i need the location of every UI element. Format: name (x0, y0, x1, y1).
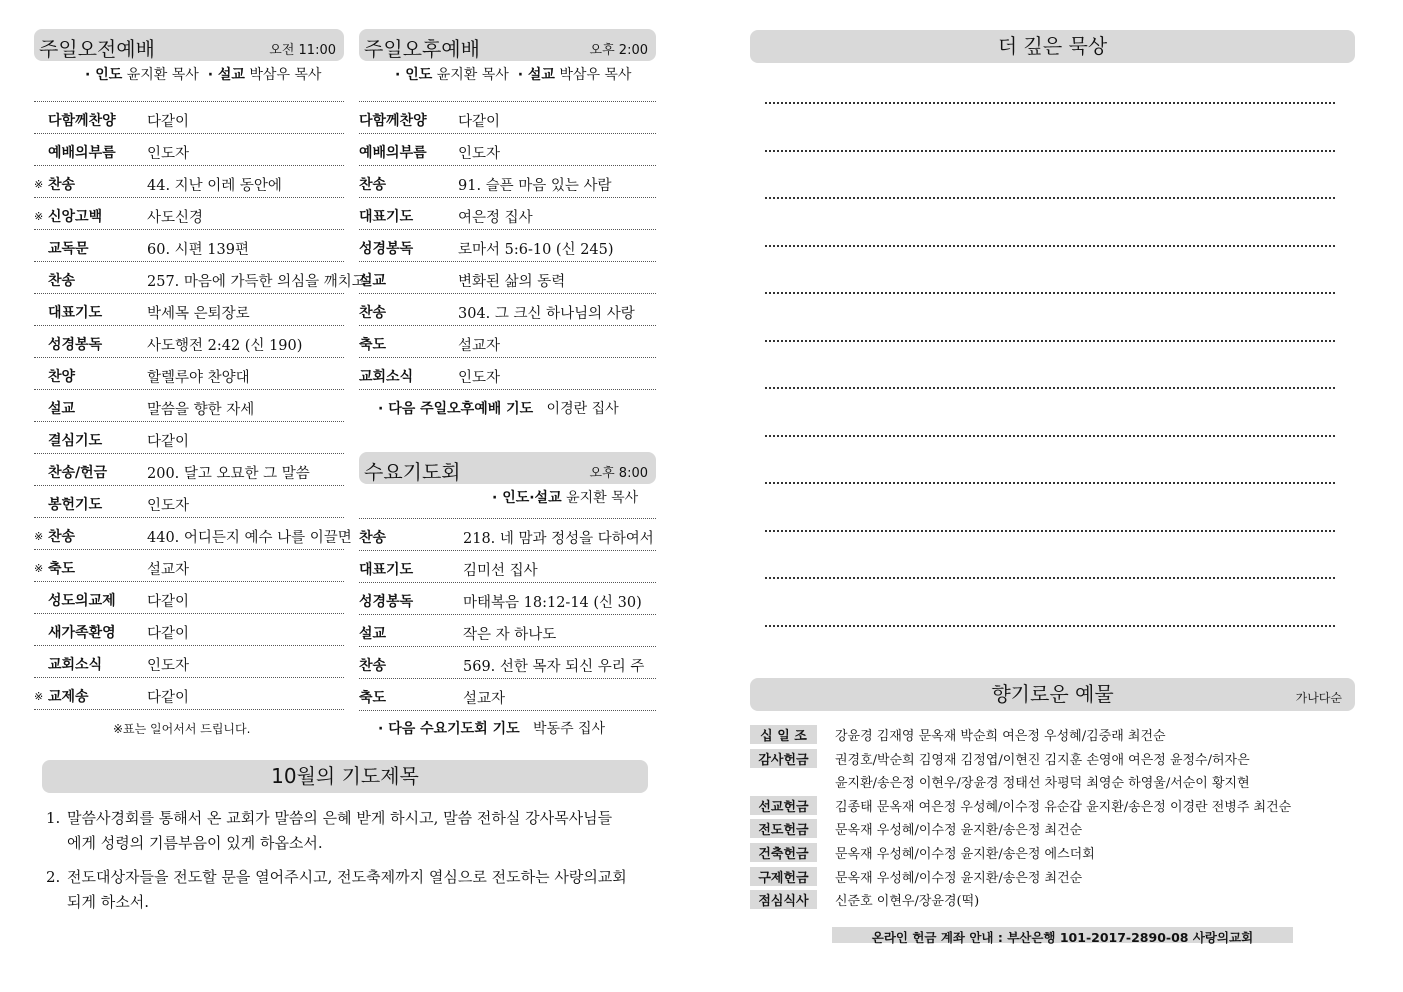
order-row (34, 678, 344, 710)
order-row (34, 454, 344, 486)
order-label-group (34, 558, 124, 578)
order-label: 예배의부름 (359, 145, 427, 161)
order-row (34, 518, 352, 550)
prayer-num: 1. (46, 809, 61, 827)
order-label: 성도의교제 (48, 593, 116, 609)
order-row (359, 134, 656, 166)
order-label: 찬송 (48, 177, 76, 193)
order-row (359, 583, 656, 615)
leader-name: 윤지환 목사 (126, 67, 199, 83)
order-row (359, 166, 656, 198)
preacher-name: 박삼우 목사 (249, 67, 322, 83)
leader-label: · 인도 (85, 67, 123, 83)
offering-category: 건축헌금 (750, 843, 817, 862)
account-text: 온라인 헌금 계좌 안내 : 부산은행 101-2017-2890-08 사랑의교회 (871, 930, 1254, 945)
standing-footnote: ※표는 일어서서 드립니다. (113, 722, 251, 736)
order-row (34, 358, 344, 390)
order-row (359, 358, 656, 390)
prayer-num: 2. (46, 868, 61, 886)
order-label-group (34, 174, 124, 194)
order-label: 교회소식 (48, 657, 103, 673)
order-row (34, 486, 344, 518)
prayer-line: 에게 성령의 기름부음이 있게 하옵소서. (67, 834, 323, 852)
offering-row (750, 890, 979, 909)
order-label: 설교 (48, 401, 76, 417)
order-label-group (359, 302, 429, 322)
order-value: 사도행전 2:42 (신 190) (147, 338, 303, 354)
wednesday-header (359, 452, 656, 484)
order-value: 다같이 (147, 690, 190, 706)
order-label-group (359, 366, 429, 386)
order-label-group (359, 174, 429, 194)
offering-category: 선교헌금 (750, 796, 817, 815)
order-label: 축도 (359, 337, 387, 353)
order-label: 교회소식 (359, 369, 414, 385)
writing-line (765, 292, 1335, 294)
order-label: 찬송 (48, 529, 76, 545)
order-label-group (359, 238, 429, 258)
order-row (359, 519, 656, 551)
order-label: 찬송 (359, 658, 387, 674)
standing-mark: ※ (34, 561, 44, 575)
offering-names: 권경호/박순희 김영재 김정엽/이현진 김지훈 손영애 여은정 윤정수/허자은 (835, 752, 1250, 768)
order-label-group (359, 591, 432, 611)
order-label-group (359, 110, 429, 130)
order-label: 대표기도 (48, 305, 103, 321)
afternoon-header (359, 29, 656, 61)
order-label: 찬송/헌금 (48, 465, 108, 481)
order-value: 설교자 (463, 691, 506, 707)
order-value: 작은 자 하나도 (463, 627, 557, 643)
writing-line (765, 340, 1335, 342)
order-value: 인도자 (458, 370, 501, 386)
offering-names: 문옥재 우성혜/이수정 윤지환/송은정 최건순 (835, 870, 1083, 886)
morning-header (34, 29, 344, 61)
order-label: 신앙고백 (48, 209, 103, 225)
order-value: 다같이 (147, 434, 190, 450)
order-label: 찬송 (359, 305, 387, 321)
wednesday-title: 수요기도회 (364, 460, 461, 484)
order-row (359, 102, 656, 134)
writing-line (765, 577, 1335, 579)
order-label: 교독문 (48, 241, 89, 257)
order-value: 200. 달고 오묘한 그 말씀 (147, 466, 310, 482)
order-label: 봉헌기도 (48, 497, 103, 513)
order-value: 박세목 은퇴장로 (147, 306, 250, 322)
prayer-header (42, 760, 648, 793)
order-label-group (34, 302, 124, 322)
morning-time: 오전 11:00 (269, 43, 336, 58)
writing-line (765, 150, 1335, 152)
preacher-label: · 설교 (517, 67, 555, 83)
order-value: 다같이 (147, 114, 190, 130)
meditation-header (750, 30, 1355, 63)
offering-names: 신준호 이현우/장윤경(떡) (835, 894, 980, 910)
offering-row (750, 772, 1250, 791)
order-label-group (34, 270, 124, 290)
order-value: 인도자 (147, 498, 190, 514)
order-label-group (34, 622, 124, 642)
order-label: 새가족환영 (48, 625, 116, 641)
order-label: 예배의부름 (48, 145, 116, 161)
offering-row (750, 749, 1250, 768)
order-label: 다함께찬양 (359, 113, 427, 129)
offering-category: 구제헌금 (750, 867, 817, 886)
offering-title: 향기로운 예물 (991, 682, 1114, 706)
afternoon-time: 오후 2:00 (589, 43, 648, 58)
order-row (359, 551, 656, 583)
order-value: 설교자 (458, 338, 501, 354)
order-value: 257. 마음에 가득한 의심을 깨치고 (147, 274, 366, 290)
order-value: 60. 시편 139편 (147, 242, 249, 258)
afternoon-officiants (395, 64, 631, 84)
standing-mark: ※ (34, 689, 44, 703)
offering-names: 문옥재 우성혜/이수정 윤지환/송은정 최건순 (835, 823, 1083, 839)
order-value: 91. 슬픈 마음 있는 사람 (458, 178, 612, 194)
offering-order: 가나다순 (1295, 691, 1342, 705)
order-label: 대표기도 (359, 209, 414, 225)
order-label: 성경봉독 (48, 337, 103, 353)
writing-line (765, 435, 1335, 437)
offering-header (750, 678, 1355, 711)
prayer-line: 되게 하소서. (67, 893, 149, 911)
order-value: 설교자 (147, 562, 190, 578)
order-label-group (359, 623, 432, 643)
offering-names: 윤지환/송은정 이현우/장윤경 정태선 차평덕 최영순 하영울/서순이 황지현 (835, 776, 1250, 792)
order-row (34, 294, 344, 326)
order-row (359, 679, 656, 711)
prayer-title: 10월의 기도제목 (271, 764, 419, 788)
order-row (34, 614, 344, 646)
order-label: 축도 (359, 690, 387, 706)
offering-names: 문옥재 우성혜/이수정 윤지환/송은정 에스더회 (835, 847, 1095, 862)
preacher-label: · 설교 (207, 67, 245, 83)
next-prayer-label: · 다음 수요기도회 기도 (378, 721, 520, 737)
order-value: 말씀을 향한 자세 (147, 402, 255, 418)
order-value: 마태복음 18:12-14 (신 30) (463, 595, 642, 611)
order-label-group (34, 526, 124, 546)
order-value: 569. 선한 목자 되신 우리 주 (463, 659, 645, 675)
order-label: 결심기도 (48, 433, 103, 449)
order-value: 다같이 (147, 626, 190, 642)
leader-name: 윤지환 목사 (436, 67, 509, 83)
writing-line (765, 530, 1335, 532)
order-row (359, 326, 656, 358)
order-row (359, 198, 656, 230)
order-label: 설교 (359, 626, 387, 642)
order-row (34, 646, 344, 678)
order-label-group (34, 494, 124, 514)
offering-row (750, 725, 1166, 744)
offering-row (750, 843, 1095, 862)
order-label-group (34, 654, 124, 674)
order-row (359, 615, 656, 647)
order-value: 440. 어디든지 예수 나를 이끌면 (147, 530, 352, 546)
writing-line (765, 102, 1335, 104)
order-row (34, 582, 344, 614)
prayer-line: 전도대상자들을 전도할 문을 열어주시고, 전도축제까지 열심으로 전도하는 사랑의교회 (67, 868, 627, 886)
order-value: 변화된 삶의 동력 (458, 274, 566, 290)
wednesday-next-prayer (378, 718, 605, 738)
order-value: 인도자 (147, 146, 190, 162)
order-label-group (34, 462, 124, 482)
order-row (34, 230, 344, 262)
prayer-line: 말씀사경회를 통해서 온 교회가 말씀의 은혜 받게 하시고, 말씀 전하실 강사목사님들 (67, 809, 613, 827)
standing-mark: ※ (34, 529, 44, 543)
preacher-name: 박삼우 목사 (559, 67, 632, 83)
order-label: 교제송 (48, 689, 89, 705)
order-value: 다같이 (147, 594, 190, 610)
order-label: 성경봉독 (359, 241, 414, 257)
order-label: 축도 (48, 561, 76, 577)
prayer-item (46, 865, 646, 915)
order-label: 다함께찬양 (48, 113, 116, 129)
order-row (34, 422, 344, 454)
order-label-group (359, 527, 432, 547)
order-label-group (34, 238, 124, 258)
offering-row (750, 867, 1082, 886)
order-row (359, 647, 656, 679)
order-row (34, 134, 344, 166)
order-value: 44. 지난 이레 동안에 (147, 178, 282, 194)
next-prayer-label: · 다음 주일오후예배 기도 (378, 401, 534, 417)
order-label: 찬송 (48, 273, 76, 289)
offering-names: 강윤경 김재영 문옥재 박순희 여은정 우성혜/김중래 최건순 (835, 729, 1166, 744)
order-label-group (359, 206, 429, 226)
offering-category: 십 일 조 (750, 725, 817, 744)
order-row (359, 262, 656, 294)
standing-mark: ※ (34, 209, 44, 223)
order-value: 여은정 집사 (458, 210, 533, 226)
order-label-group (34, 398, 124, 418)
leader-label: · 인도 (395, 67, 433, 83)
order-label-group (359, 559, 432, 579)
writing-line (765, 482, 1335, 484)
order-label-group (34, 366, 124, 386)
order-value: 218. 네 맘과 정성을 다하여서 (463, 531, 654, 547)
order-label-group (34, 206, 124, 226)
meditation-title: 더 깊은 묵상 (997, 34, 1108, 58)
order-label: 설교 (359, 273, 387, 289)
prayer-item (46, 806, 646, 856)
account-info (832, 927, 1293, 943)
order-label: 찬송 (359, 530, 387, 546)
offering-names: 김종태 문옥재 여은정 우성혜/이수정 유순갑 윤지환/송은정 이경란 전병주 최건순 (835, 799, 1292, 815)
order-value: 사도신경 (147, 210, 204, 226)
order-label-group (359, 687, 432, 707)
offering-category: 전도헌금 (750, 819, 817, 838)
afternoon-title: 주일오후예배 (364, 37, 480, 61)
order-row (34, 390, 344, 422)
order-label-group (34, 142, 124, 162)
order-label-group (359, 270, 429, 290)
standing-mark: ※ (34, 177, 44, 191)
afternoon-next-prayer (378, 398, 619, 418)
order-label: 찬양 (48, 369, 76, 385)
next-prayer-name: 박동주 집사 (533, 721, 606, 737)
order-value: 인도자 (147, 658, 190, 674)
order-label-group (34, 430, 124, 450)
wednesday-order (359, 518, 656, 711)
order-row (34, 326, 344, 358)
order-row (34, 262, 366, 294)
leader-preacher-name: 윤지환 목사 (566, 490, 639, 506)
order-label-group (359, 142, 429, 162)
order-row (34, 198, 344, 230)
offering-row (750, 819, 1082, 838)
order-row (34, 166, 344, 198)
order-label-group (359, 655, 432, 675)
afternoon-order (359, 101, 656, 390)
offering-category: 점심식사 (750, 890, 817, 909)
offering-row (750, 796, 1291, 815)
writing-line (765, 625, 1335, 627)
order-label-group (34, 686, 124, 706)
order-row (34, 550, 344, 582)
prayer-list (46, 806, 646, 915)
order-value: 할렐루야 찬양대 (147, 370, 250, 386)
wednesday-officiants (492, 487, 638, 507)
order-value: 김미선 집사 (463, 563, 538, 579)
order-label-group (34, 590, 124, 610)
morning-order (34, 101, 366, 710)
order-row (34, 102, 344, 134)
writing-line (765, 197, 1335, 199)
order-value: 다같이 (458, 114, 501, 130)
wednesday-time: 오후 8:00 (589, 466, 648, 481)
order-value: 인도자 (458, 146, 501, 162)
order-label-group (34, 110, 124, 130)
order-row (359, 230, 656, 262)
order-label: 찬송 (359, 177, 387, 193)
order-value: 로마서 5:6-10 (신 245) (458, 242, 614, 258)
order-label-group (359, 334, 429, 354)
writing-line (765, 387, 1335, 389)
order-row (359, 294, 656, 326)
offering-category: 감사헌금 (750, 749, 817, 768)
order-value: 304. 그 크신 하나님의 사랑 (458, 306, 635, 322)
leader-preacher-label: · 인도·설교 (492, 490, 562, 506)
morning-officiants (85, 64, 321, 84)
next-prayer-name: 이경란 집사 (546, 401, 619, 417)
writing-line (765, 245, 1335, 247)
morning-title: 주일오전예배 (39, 37, 155, 61)
order-label: 대표기도 (359, 562, 414, 578)
order-label-group (34, 334, 124, 354)
order-label: 성경봉독 (359, 594, 414, 610)
